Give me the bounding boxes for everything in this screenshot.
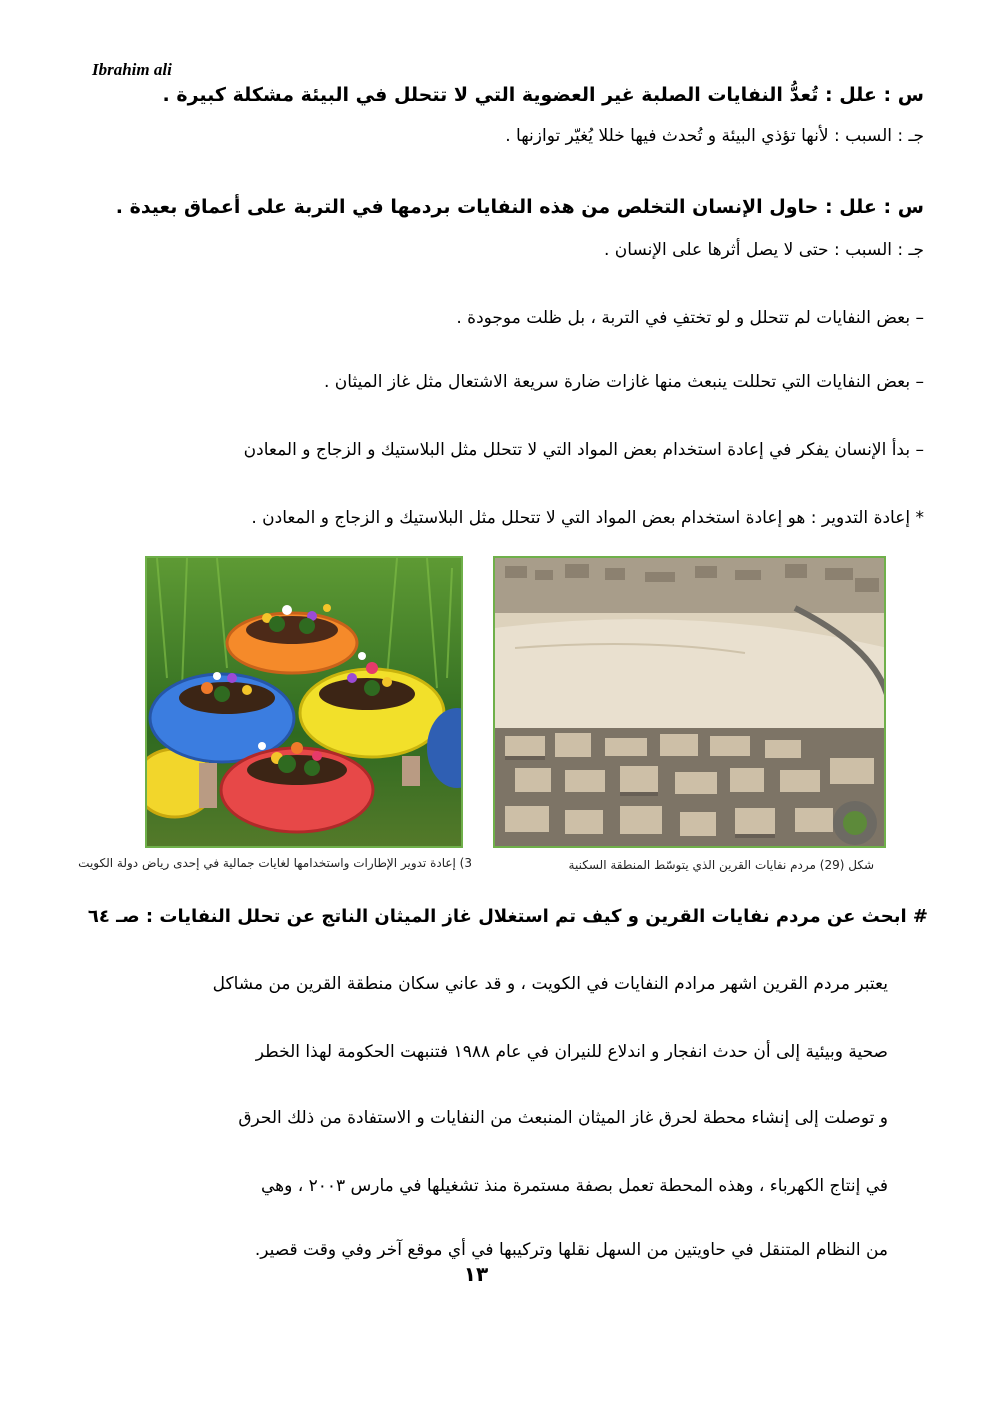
question-label: س — [897, 84, 924, 106]
separator: : — [883, 196, 892, 218]
paragraph-line: و توصلت إلى إنشاء محطة لحرق غاز الميثان المنبعث من النفايات و الاستفادة من ذلك الحرق — [238, 1108, 888, 1128]
tires-recycling-photo — [145, 556, 463, 848]
separator: : — [824, 84, 833, 106]
question-keyword: علل — [839, 84, 877, 106]
answer-1: جـ : السبب : لأنها تؤذي البيئة و تُحدث فيها خللا يُغيّر توازنها . — [505, 126, 924, 146]
page-number: ١٣ — [463, 1262, 489, 1286]
bullet-item: – بعض النفايات التي تحللت ينبعث منها غازات ضارة سريعة الاشتعال مثل غاز الميثان . — [323, 372, 924, 392]
author-name: Ibrahim ali — [92, 60, 172, 79]
question-label: س — [897, 196, 924, 218]
research-heading: # ابحث عن مردم نفايات القرين و كيف تم استغلال غاز الميثان الناتج عن تحلل النفايات : صـ ٦٤ — [87, 906, 928, 927]
paragraph-line: في إنتاج الكهرباء ، وهذه المحطة تعمل بصفة مستمرة منذ تشغيلها في مارس ٢٠٠٣ ، وهي — [260, 1176, 888, 1196]
right-figure-caption: شكل (29) مردم نفايات القرين الذي يتوسّط المنطقة السكنية — [568, 858, 874, 872]
paragraph-line: من النظام المتنقل في حاويتين من السهل نقلها وتركيبها في أي موقع آخر وفي وقت قصير. — [254, 1240, 888, 1260]
question-1 — [163, 84, 924, 106]
bullet-item: – بعض النفايات لم تتحلل و لو تختفِ في التربة ، بل ظلت موجودة . — [456, 308, 924, 328]
question-text: تُعدُّ النفايات الصلبة غير العضوية التي لا تتحلل في البيئة مشكلة كبيرة . — [162, 84, 819, 106]
left-figure-caption: 3) إعادة تدوير الإطارات واستخدامها لغايات جمالية في إحدى رياض دولة الكويت — [78, 856, 472, 870]
definition: * إعادة التدوير : هو إعادة استخدام بعض المواد التي لا تتحلل مثل البلاستيك و الزجاج و المعادن . — [251, 508, 924, 528]
qurain-landfill-photo — [493, 556, 886, 848]
question-2 — [116, 196, 924, 218]
tires-illustration — [147, 558, 463, 848]
landfill-illustration — [495, 558, 886, 848]
question-keyword: علل — [839, 196, 877, 218]
separator: : — [824, 196, 833, 218]
question-text: حاول الإنسان التخلص من هذه النفايات بردمها في التربة على أعماق بعيدة . — [115, 196, 819, 218]
paragraph-line: يعتبر مردم القرين اشهر مرادم النفايات في الكويت ، و قد عاني سكان منطقة القرين من مشاكل — [212, 974, 888, 994]
bullet-item: – بدأ الإنسان يفكر في إعادة استخدام بعض المواد التي لا تتحلل مثل البلاستيك و الزجاج و المعادن — [243, 440, 924, 460]
separator: : — [883, 84, 892, 106]
paragraph-line: صحية وبيئية إلى أن حدث انفجار و اندلاع للنيران في عام ١٩٨٨ فتنبهت الحكومة لهذا الخطر — [255, 1042, 888, 1062]
answer-2: جـ : السبب : حتى لا يصل أثرها على الإنسان . — [603, 240, 924, 260]
